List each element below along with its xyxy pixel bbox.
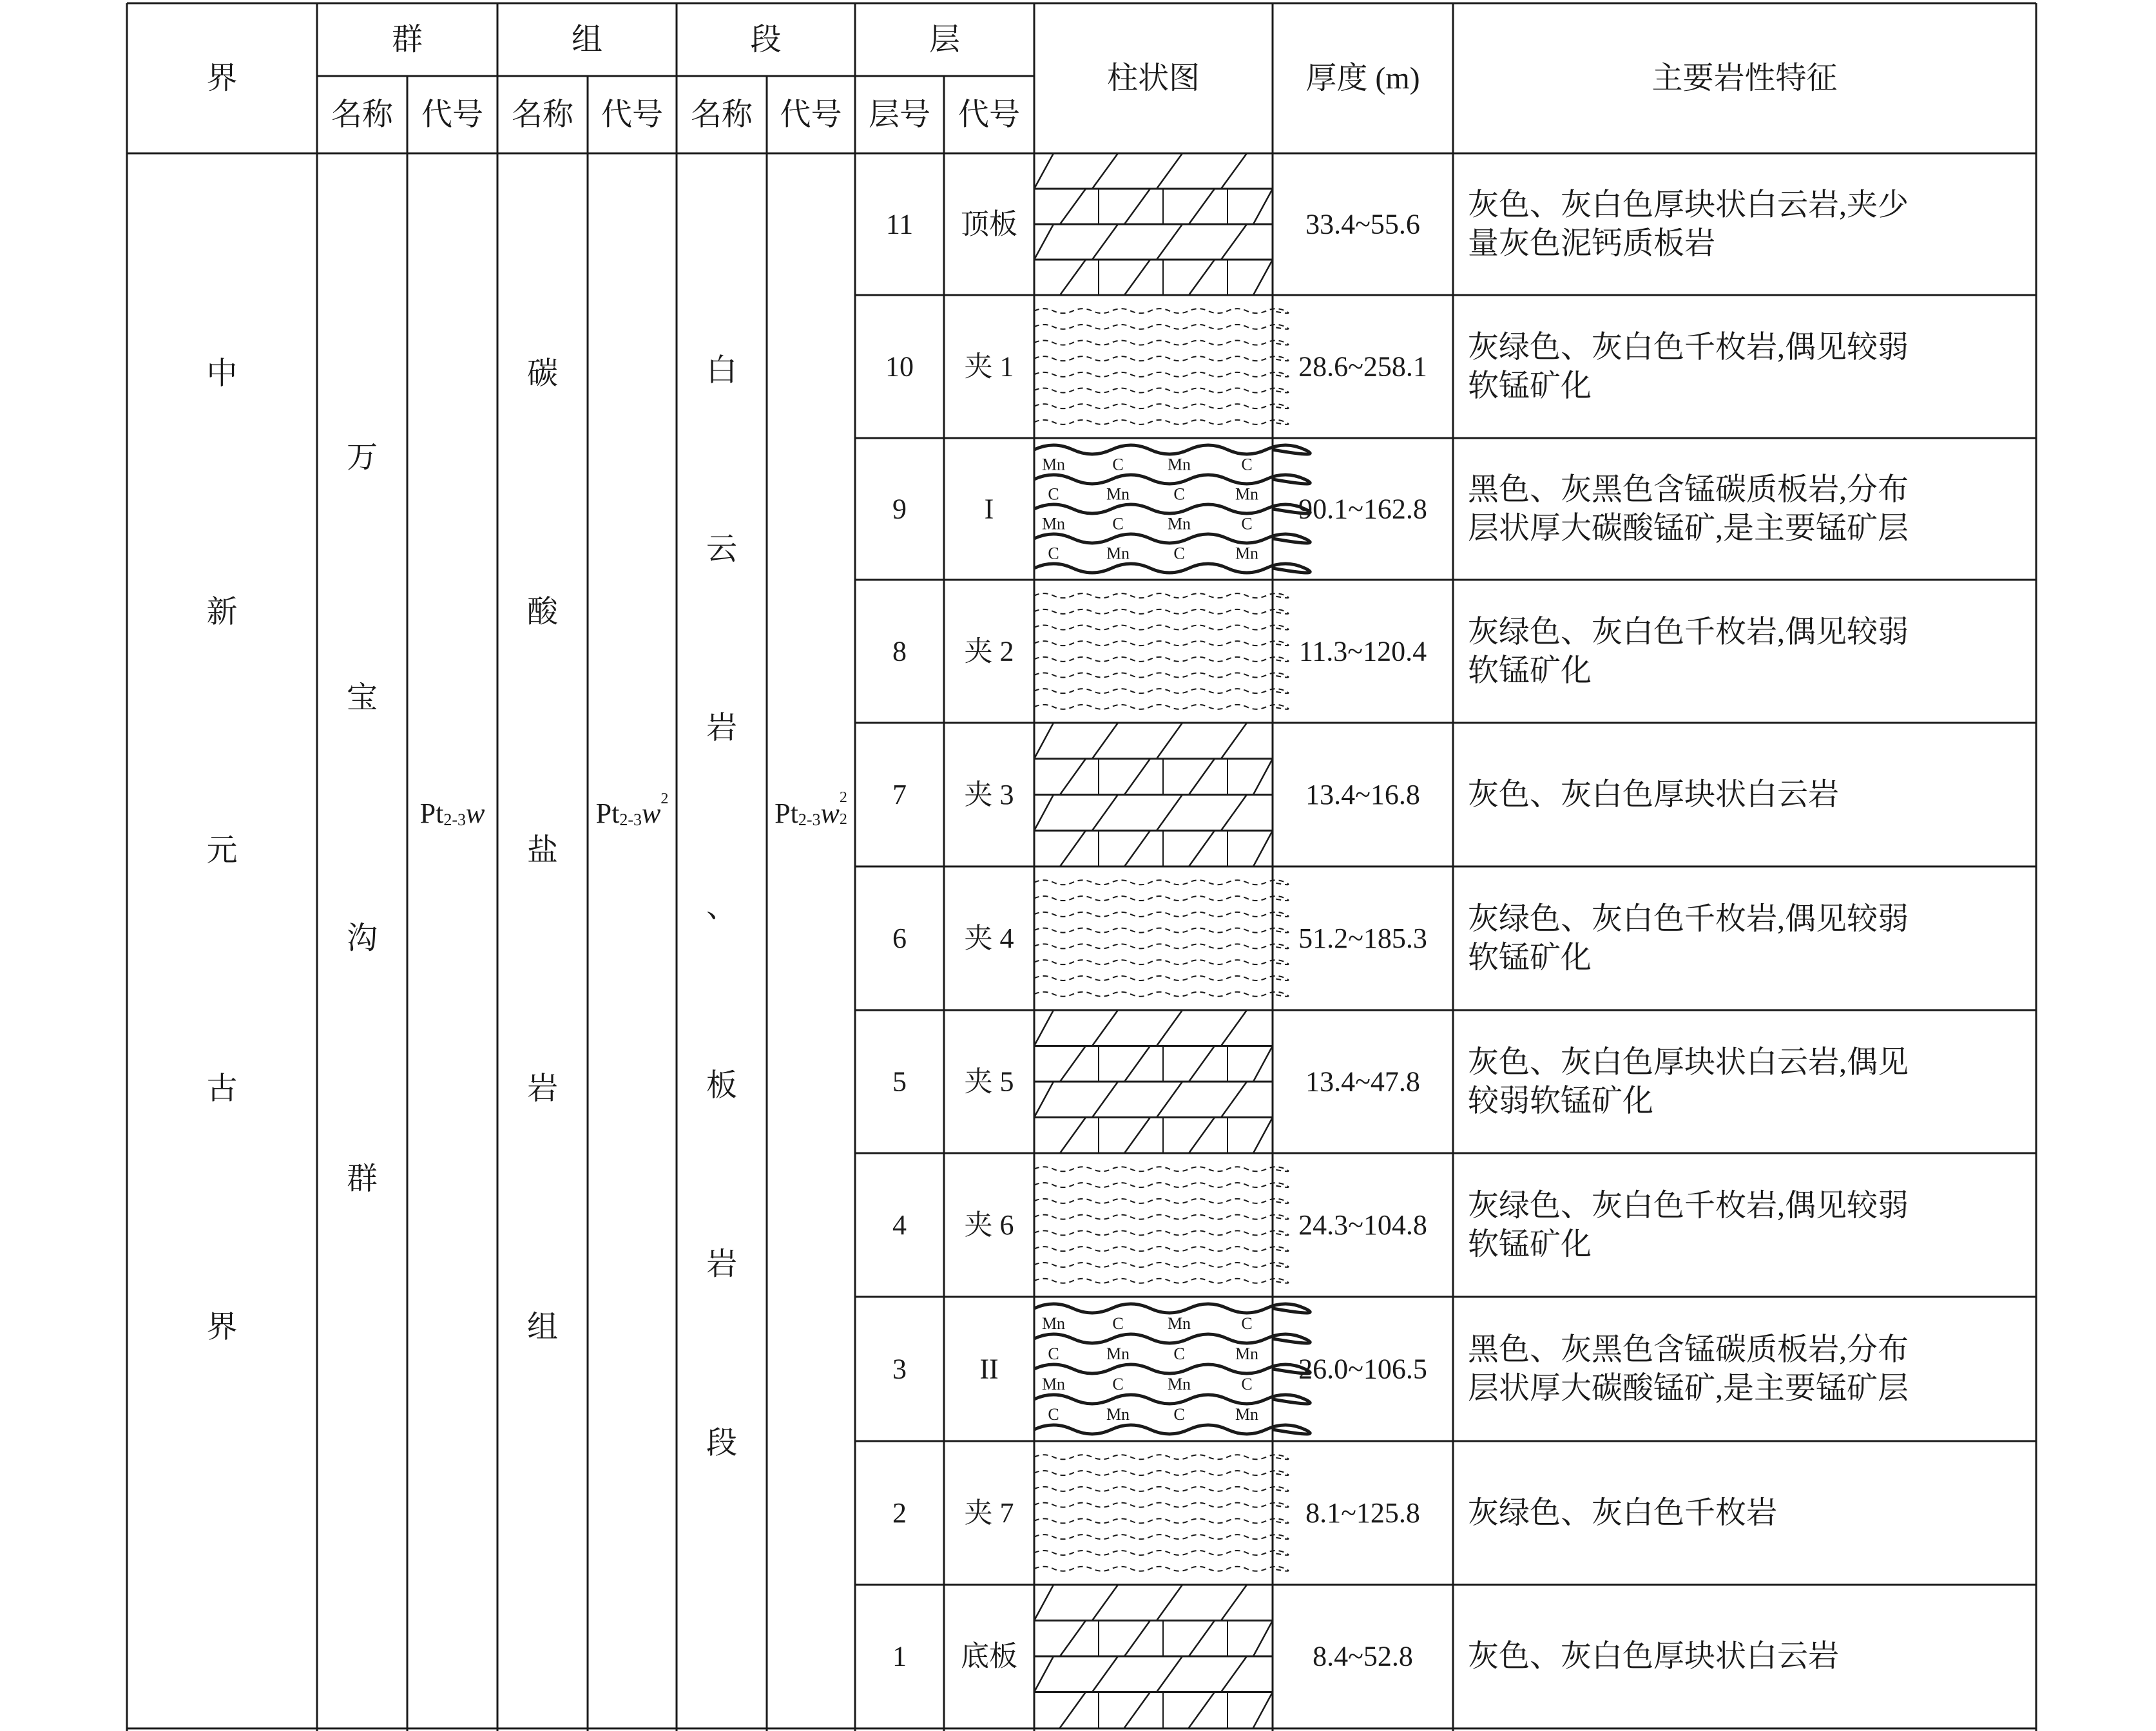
mn-symbol: Mn xyxy=(1041,1375,1066,1393)
pattern-dolomite xyxy=(1034,1010,1273,1153)
jie-name-char: 古 xyxy=(206,1071,238,1106)
mn-symbol: Mn xyxy=(1106,1405,1130,1424)
mn-symbol: C xyxy=(1241,1314,1253,1333)
mn-symbol: Mn xyxy=(1167,455,1191,474)
qun-code-value: $Pt_{2-3}w$ xyxy=(419,797,485,829)
layer-number: 9 xyxy=(892,493,907,525)
header-ceng: 层 xyxy=(929,23,961,57)
layer-code: 夹 7 xyxy=(964,1497,1014,1529)
layer-code: 顶板 xyxy=(961,208,1017,240)
layer-thickness: 24.3~104.8 xyxy=(1298,1209,1427,1241)
pattern-dolomite xyxy=(1034,1585,1273,1728)
layer-thickness: 90.1~162.8 xyxy=(1298,493,1427,525)
layer-description: 黑色、灰黑色含锰碳质板岩,分布 xyxy=(1468,1332,1909,1367)
pattern-phyllite xyxy=(1034,1167,1289,1283)
layer-description: 软锰矿化 xyxy=(1468,1227,1592,1261)
mn-symbol: C xyxy=(1241,514,1253,533)
pattern-dolomite xyxy=(1034,723,1273,866)
mn-symbol: C xyxy=(1048,1405,1059,1424)
table-grid xyxy=(127,3,2036,1731)
layer-thickness: 33.4~55.6 xyxy=(1305,208,1420,240)
layer-description: 黑色、灰黑色含锰碳质板岩,分布 xyxy=(1468,472,1909,507)
layer-code: 夹 2 xyxy=(964,635,1014,667)
layer-code: 底板 xyxy=(961,1640,1017,1672)
header-lithology: 主要岩性特征 xyxy=(1651,61,1838,95)
pattern-mn xyxy=(1034,445,1310,573)
mn-symbol: C xyxy=(1048,1344,1059,1363)
mn-symbol: Mn xyxy=(1167,514,1191,533)
mn-symbol: C xyxy=(1241,455,1253,474)
zu-name-char: 碳 xyxy=(526,356,559,391)
mn-symbol: Mn xyxy=(1041,455,1066,474)
layer-description: 灰绿色、灰白色千枚岩,偶见较弱 xyxy=(1468,615,1909,649)
subheader-duan-name: 名称 xyxy=(690,97,753,132)
subheader-zu-name: 名称 xyxy=(511,97,574,132)
pattern-phyllite xyxy=(1034,880,1289,996)
layer-description: 较弱软锰矿化 xyxy=(1468,1084,1654,1118)
pattern-phyllite xyxy=(1034,309,1289,425)
layer-number: 7 xyxy=(892,779,907,810)
mn-symbol: C xyxy=(1112,514,1124,533)
mn-symbol: C xyxy=(1173,1405,1185,1424)
header-duan: 段 xyxy=(750,23,782,57)
zu-code-value: $Pt_{2-3}w^2$ xyxy=(595,790,669,829)
mn-symbol: Mn xyxy=(1041,514,1066,533)
layer-thickness: 26.0~106.5 xyxy=(1298,1353,1427,1385)
duan-name-char: 岩 xyxy=(706,711,738,745)
layer-number: 11 xyxy=(885,208,914,240)
layer-number: 2 xyxy=(892,1497,907,1529)
layer-thickness: 13.4~16.8 xyxy=(1305,779,1420,810)
layer-thickness: 28.6~258.1 xyxy=(1298,350,1427,383)
layer-code: 夹 3 xyxy=(964,779,1014,810)
header-jie: 界 xyxy=(206,61,238,95)
layer-description: 层状厚大碳酸锰矿,是主要锰矿层 xyxy=(1468,1371,1909,1406)
mn-symbol: Mn xyxy=(1235,484,1259,504)
qun-name-char: 万 xyxy=(346,440,378,475)
layer-code: I xyxy=(984,493,994,525)
layer-description: 软锰矿化 xyxy=(1468,653,1592,688)
layer-description: 灰绿色、灰白色千枚岩,偶见较弱 xyxy=(1468,1189,1909,1223)
layer-thickness: 8.4~52.8 xyxy=(1313,1640,1413,1672)
mn-symbol: C xyxy=(1048,484,1059,504)
qun-name-char: 群 xyxy=(346,1162,378,1196)
layer-description: 灰色、灰白色厚块状白云岩,夹少 xyxy=(1468,187,1909,222)
layer-row xyxy=(892,902,1909,975)
mn-symbol: C xyxy=(1112,1375,1124,1393)
layer-description: 灰色、灰白色厚块状白云岩 xyxy=(1468,778,1840,812)
mn-symbol: Mn xyxy=(1106,544,1130,563)
qun-name-char: 沟 xyxy=(346,921,378,956)
duan-name-char: 段 xyxy=(706,1426,738,1460)
layer-number: 3 xyxy=(892,1353,907,1385)
mn-symbol: Mn xyxy=(1106,484,1130,504)
duan-code-value: $Pt_{2-3}w_22$ xyxy=(775,789,847,829)
layer-number: 4 xyxy=(892,1209,907,1241)
mn-symbol: C xyxy=(1112,455,1124,474)
jie-name-char: 新 xyxy=(206,595,238,629)
zu-name-char: 盐 xyxy=(526,833,559,868)
layer-code: 夹 5 xyxy=(964,1066,1014,1098)
layer-row xyxy=(892,1189,1909,1261)
layer-code: II xyxy=(979,1353,999,1385)
mn-symbol: Mn xyxy=(1235,1405,1259,1424)
jie-name-char: 元 xyxy=(206,833,238,868)
layer-description: 灰色、灰白色厚块状白云岩 xyxy=(1468,1639,1840,1674)
mn-symbol: Mn xyxy=(1167,1375,1191,1393)
layer-rows xyxy=(885,188,1909,1674)
layer-number: 10 xyxy=(885,350,914,383)
subheader-qun-name: 名称 xyxy=(331,97,394,132)
mn-symbol: Mn xyxy=(1167,1314,1191,1333)
pattern-mn xyxy=(1034,1304,1310,1434)
mn-symbol: Mn xyxy=(1235,544,1259,563)
zu-name-char: 组 xyxy=(526,1310,559,1344)
duan-name-char: 白 xyxy=(706,353,738,388)
pattern-phyllite xyxy=(1034,1455,1289,1571)
zu-name-char: 酸 xyxy=(526,595,559,629)
mn-symbol: C xyxy=(1173,1344,1185,1363)
duan-name-char: 板 xyxy=(706,1068,738,1103)
layer-description: 量灰色泥钙质板岩 xyxy=(1468,226,1716,261)
jie-name-char: 界 xyxy=(206,1310,238,1344)
qun-name-char: 宝 xyxy=(346,680,378,715)
lithologic-column xyxy=(1034,153,1310,1728)
layer-thickness: 13.4~47.8 xyxy=(1305,1066,1420,1098)
layer-thickness: 51.2~185.3 xyxy=(1298,923,1427,954)
duan-name-char: 云 xyxy=(706,532,738,566)
mn-symbol: C xyxy=(1048,544,1059,563)
layer-code: 夹 6 xyxy=(964,1209,1014,1241)
duan-name-char: 岩 xyxy=(706,1247,738,1281)
header-thickness: 厚度 (m) xyxy=(1305,61,1420,95)
layer-code: 夹 1 xyxy=(964,350,1014,383)
mn-symbol: Mn xyxy=(1235,1344,1259,1363)
layer-code: 夹 4 xyxy=(964,923,1014,954)
layer-description: 软锰矿化 xyxy=(1468,941,1592,975)
mn-symbol: Mn xyxy=(1106,1344,1130,1363)
layer-description: 灰色、灰白色厚块状白云岩,偶见 xyxy=(1468,1045,1909,1080)
layer-number: 1 xyxy=(892,1640,907,1672)
zu-name-char: 岩 xyxy=(526,1071,559,1106)
mn-symbol: Mn xyxy=(1041,1314,1066,1333)
layer-description: 软锰矿化 xyxy=(1468,368,1592,403)
layer-description: 灰绿色、灰白色千枚岩 xyxy=(1468,1496,1778,1530)
unit-columns xyxy=(206,354,847,1460)
subheader-zu-code: 代号 xyxy=(601,97,664,132)
subheader-layer-code: 代号 xyxy=(958,97,1021,132)
subheader-layer-number: 层号 xyxy=(868,97,931,132)
layer-description: 灰绿色、灰白色千枚岩,偶见较弱 xyxy=(1468,902,1909,936)
duan-name-char: 、 xyxy=(706,890,738,924)
layer-row xyxy=(892,1496,1777,1530)
layer-description: 层状厚大碳酸锰矿,是主要锰矿层 xyxy=(1468,511,1909,546)
subheader-duan-code: 代号 xyxy=(780,97,842,132)
header-qun: 群 xyxy=(391,23,423,57)
mn-symbol: C xyxy=(1173,544,1185,563)
layer-number: 8 xyxy=(892,635,907,667)
pattern-phyllite xyxy=(1034,593,1289,709)
header-zu: 组 xyxy=(571,23,603,57)
mn-symbol: C xyxy=(1112,1314,1124,1333)
mn-symbol: C xyxy=(1241,1375,1253,1393)
subheader-qun-code: 代号 xyxy=(421,97,484,132)
pattern-dolomite xyxy=(1034,153,1273,295)
layer-thickness: 11.3~120.4 xyxy=(1298,635,1427,667)
layer-number: 6 xyxy=(892,923,907,954)
layer-number: 5 xyxy=(892,1066,907,1098)
jie-name-char: 中 xyxy=(206,356,238,391)
table-header xyxy=(206,23,1837,132)
layer-thickness: 8.1~125.8 xyxy=(1305,1497,1420,1529)
mn-symbol: C xyxy=(1173,484,1185,504)
header-column-chart: 柱状图 xyxy=(1106,61,1200,95)
layer-description: 灰绿色、灰白色千枚岩,偶见较弱 xyxy=(1468,330,1909,365)
